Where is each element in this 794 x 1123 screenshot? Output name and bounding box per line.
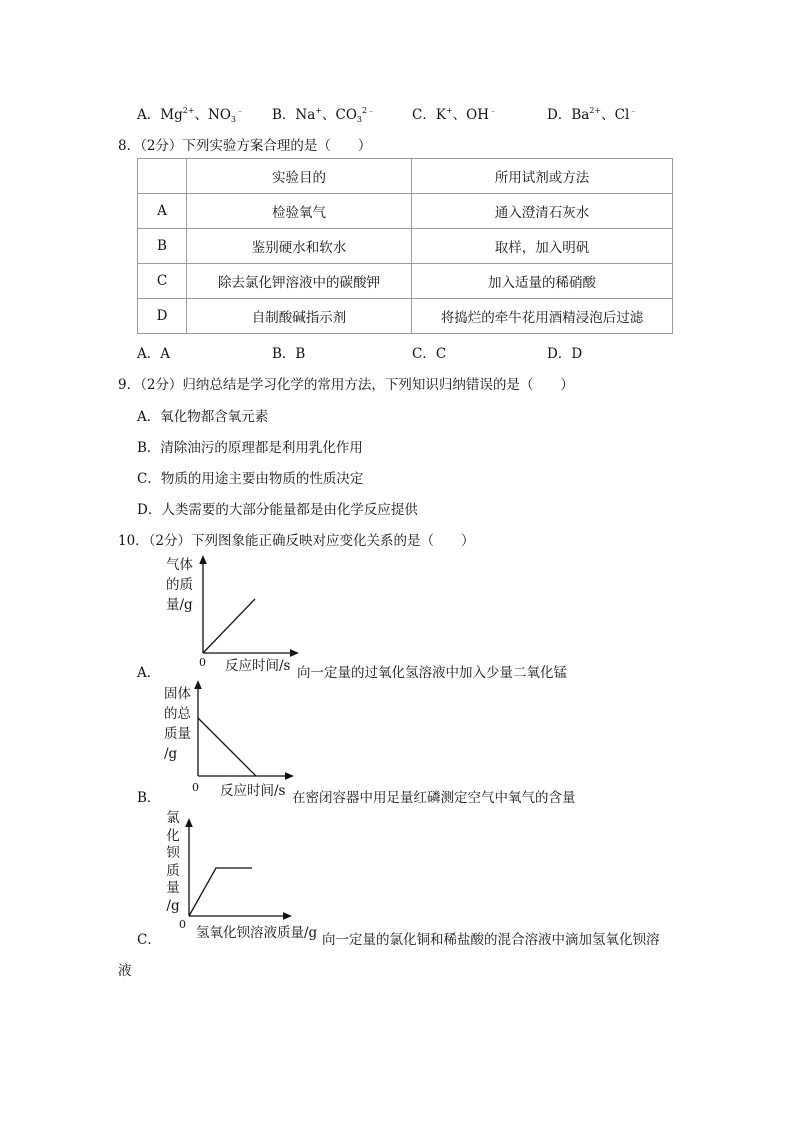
- row-goal: 除去氯化钾溶液中的碳酸钾: [187, 264, 412, 299]
- row-goal: 自制酸碱指示剂: [187, 299, 412, 334]
- table-row: [138, 194, 673, 229]
- graph-a-xlabel: 反应时间/s: [225, 658, 291, 674]
- graph-a-description: 向一定量的过氧化氢溶液中加入少量二氧化锰: [297, 665, 567, 681]
- graph-a-origin: 0: [199, 656, 206, 669]
- row-label: B: [138, 229, 187, 264]
- graph-a-chart: [195, 555, 300, 660]
- row-label: A: [138, 194, 187, 229]
- table-row: [138, 299, 673, 334]
- graph-b-ylabel: 固体 的总 质量 /g: [164, 686, 191, 762]
- q8-option-c: C．C: [412, 346, 447, 362]
- graph-b-description: 在密闭容器中用足量红磷测定空气中氧气的含量: [292, 790, 576, 806]
- row-goal: 检验氧气: [187, 194, 412, 229]
- row-method: 加入适量的稀硝酸: [412, 264, 673, 299]
- q8-stem: 8．（2分）下列实验方案合理的是（ ）: [118, 138, 372, 154]
- table-header-cell: [138, 159, 187, 194]
- row-method: 取样，加入明矾: [412, 229, 673, 264]
- q7-option-a: A．$Mg^{2+}$、$NO_3^﹣$: [137, 106, 244, 124]
- graph-c-xlabel: 氢氧化钡溶液质量/g: [196, 925, 318, 941]
- q9-option-b: B．清除油污的原理都是利用乳化作用: [137, 440, 363, 456]
- q10-stem: 10．（2分）下列图象能正确反映对应变化关系的是（ ）: [118, 533, 475, 549]
- graph-b-origin: 0: [192, 781, 199, 794]
- q7-option-c: C．K+、OH﹣: [412, 106, 497, 123]
- q7-option-d: D．$Ba^{2+}$、Cl﹣: [547, 106, 638, 123]
- row-label: C: [138, 264, 187, 299]
- q8-option-d: D．D: [547, 346, 583, 362]
- graph-c-origin: 0: [179, 918, 186, 931]
- row-goal: 鉴别硬水和软水: [187, 229, 412, 264]
- q9-stem: 9．（2分）归纳总结是学习化学的常用方法，下列知识归纳错误的是（ ）: [118, 377, 574, 393]
- graph-b-xlabel: 反应时间/s: [220, 783, 286, 799]
- graph-b-chart: [190, 680, 295, 785]
- q8-option-b: B．B: [272, 346, 306, 362]
- graph-c-description: 向一定量的氯化铜和稀盐酸的混合溶液中滴加氢氧化钡溶: [322, 932, 660, 948]
- table-row: [138, 264, 673, 299]
- row-method: 通入澄清石灰水: [412, 194, 673, 229]
- q10-option-b-label: B．: [137, 790, 161, 806]
- row-method: 将捣烂的牵牛花用酒精浸泡后过滤: [412, 299, 673, 334]
- graph-c-description-continued: 液: [118, 963, 132, 979]
- graph-a-series-line: [203, 599, 255, 653]
- table-header-cell: 实验目的: [187, 159, 412, 194]
- q9-option-d: D．人类需要的大部分能量都是由化学反应提供: [137, 502, 418, 518]
- row-label: D: [138, 299, 187, 334]
- q10-option-c-label: C．: [137, 932, 161, 948]
- table-header-row: [138, 159, 673, 194]
- graph-c-chart: [183, 818, 293, 922]
- table-header-cell: 所用试剂或方法: [412, 159, 673, 194]
- graph-c-series-line: [189, 868, 252, 916]
- q9-option-a: A．氧化物都含氧元素: [137, 409, 269, 425]
- graph-a-ylabel: 气体 的质 量/g: [166, 557, 193, 613]
- q9-option-c: C．物质的用途主要由物质的性质决定: [137, 471, 364, 487]
- q8-option-a: A．A: [137, 346, 170, 362]
- q8-experiment-table: [137, 158, 673, 334]
- graph-b-series-line: [198, 718, 256, 776]
- graph-c-ylabel: 氯 化 钡 质 量 /g: [166, 810, 180, 914]
- q10-option-a-label: A．: [137, 665, 161, 681]
- table-row: [138, 229, 673, 264]
- q7-option-b: B．Na+、$CO_3^{2﹣}$: [272, 106, 376, 124]
